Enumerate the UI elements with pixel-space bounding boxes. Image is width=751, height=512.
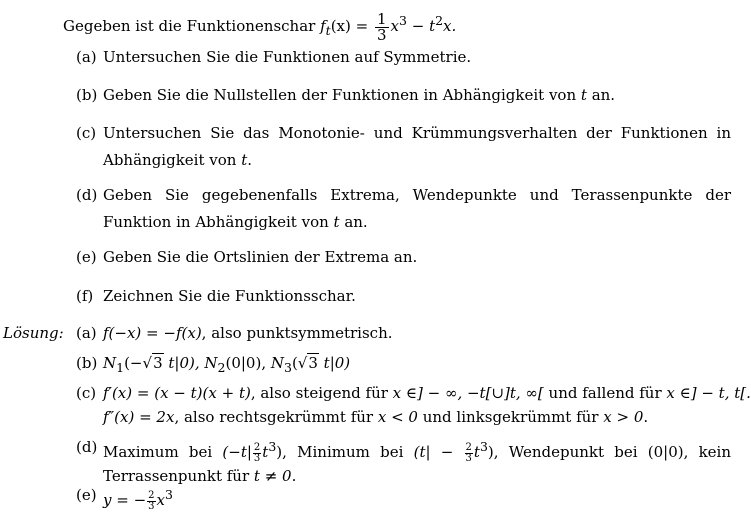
t-subscript: t (325, 23, 331, 38)
task-b-label: (b) (76, 86, 98, 104)
solution-b-label: (b) (76, 354, 98, 372)
solution-c (76, 381, 751, 429)
solution-label: Lösung: (3, 324, 64, 342)
solution-d-label: (d) (76, 438, 98, 456)
solution-b-text: $N_1(-√3$ t|0), $N_2(0|0)$, $N_3(√3$ t|0) (103, 354, 351, 375)
task-a (76, 44, 731, 71)
task-a-label: (a) (76, 48, 97, 66)
task-a-text: Untersuchen Sie die Funktionen auf Symmetrie. (103, 48, 472, 66)
solution-e-label: (e) (76, 486, 97, 504)
problem-intro (63, 4, 728, 48)
solution-c-label: (c) (76, 384, 97, 402)
solution-c-line-1: f′(x) = (x − t)(x + t), also steigend für x ∈] − ∞, −t[∪]t, ∞[ und fallend für x ∈] − t, t[. (103, 384, 751, 402)
solution-d-text: Maximum bei (−t| $\frac{2}{3}$ $t^3$), Minimum bei (t| − $\frac{2}{3}$ $t^3$), Wendepunkt bei (0|0), kein Terrassenpunkt für t ≠ 0. (103, 439, 732, 485)
task-f (76, 283, 731, 310)
solution-e-text: y = − $\frac{2}{3}$ $x^3$ (103, 487, 173, 512)
intro-lead: Gegeben ist die Funktionenschar (63, 17, 321, 35)
task-d-text: Geben Sie gegebenenfalls Extrema, Wendepunkte und Terassenpunkte der Funktion in Abhängigkeit von t an. (103, 186, 731, 231)
task-b-text: Geben Sie die Nullstellen der Funktionen in Abhängigkeit von t an. (103, 86, 616, 104)
exponent-2: 2 (435, 13, 444, 28)
exponent-3: 3 (399, 13, 407, 28)
solution-b (76, 351, 731, 375)
task-e-text: Geben Sie die Ortslinien der Extrema an. (103, 248, 418, 266)
task-f-text: Zeichnen Sie die Funktionsschar. (103, 287, 356, 305)
one-third-fraction: $\frac{1}{3}$ (376, 9, 387, 44)
intro-tail: x. (443, 17, 457, 35)
x-argument: (x) = (330, 17, 369, 35)
task-d (76, 182, 731, 236)
task-c-label: (c) (76, 124, 97, 142)
task-c (76, 120, 731, 174)
task-e-label: (e) (76, 248, 97, 266)
x-cubed-base: x (390, 17, 399, 35)
task-b (76, 82, 731, 109)
task-d-label: (d) (76, 186, 98, 204)
minus-sign: − (406, 17, 430, 35)
solution-d (76, 435, 731, 483)
solution-e (76, 483, 731, 512)
task-e (76, 244, 731, 271)
t-squared-base: t (429, 17, 436, 35)
task-c-text: Untersuchen Sie das Monotonie- und Krümmungsverhalten der Funktionen in Abhängigkeit von t. (103, 124, 731, 169)
solution-a-label: (a) (76, 324, 97, 342)
task-f-label: (f) (76, 287, 94, 305)
solution-c-line-2: f″(x) = 2x, also rechtsgekrümmt für x < 0 und linksgekrümmt für x > 0. (103, 408, 649, 426)
sqrt-symbol: √ (142, 354, 153, 372)
solution-a-text: f(−x) = −f(x), also punktsymmetrisch. (103, 324, 393, 342)
solution-a (76, 321, 731, 345)
f-symbol: f (320, 17, 326, 35)
